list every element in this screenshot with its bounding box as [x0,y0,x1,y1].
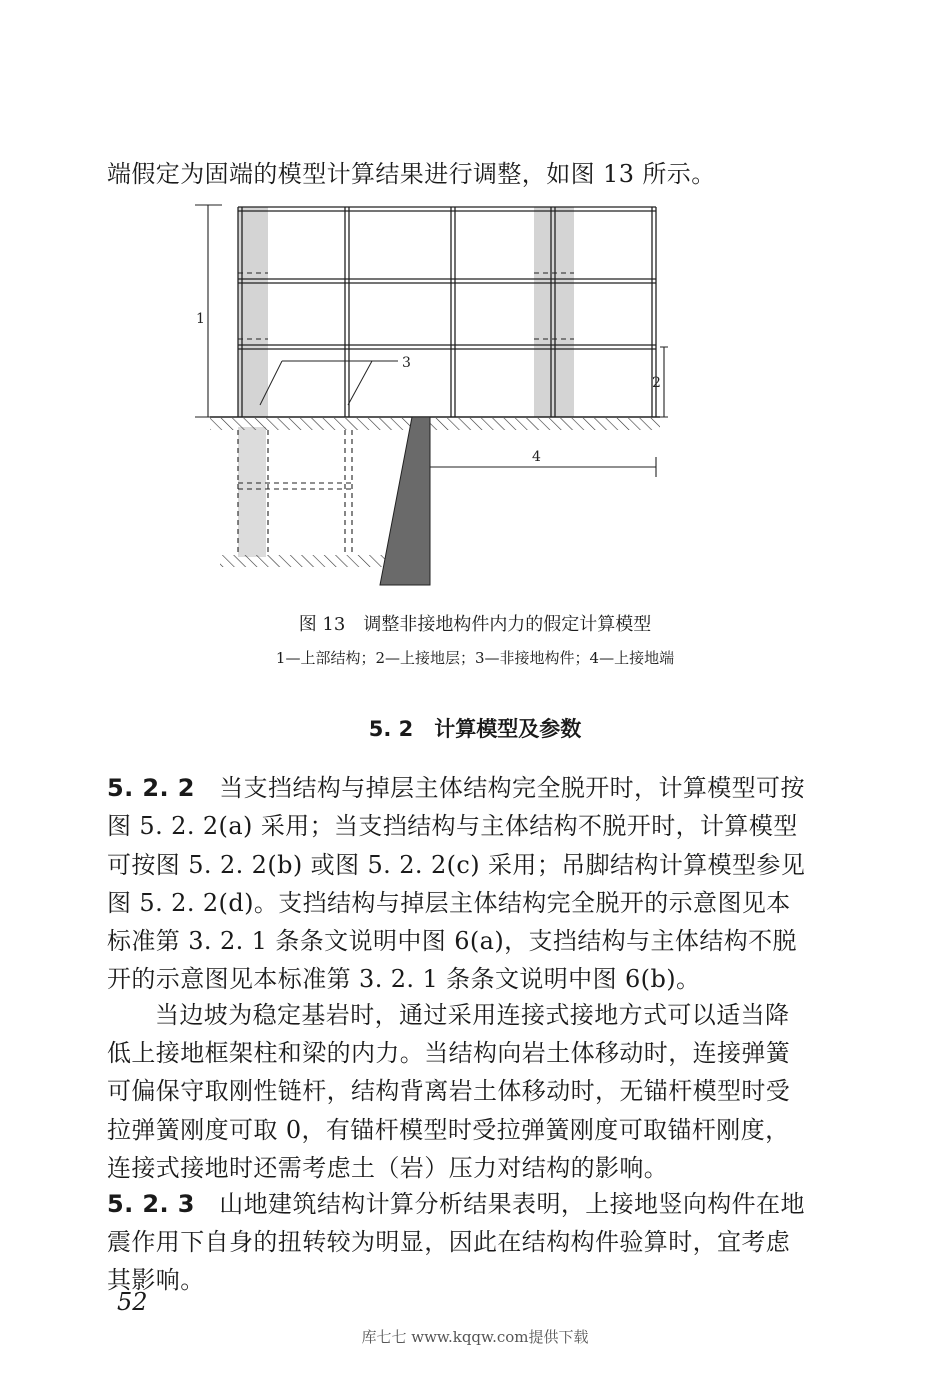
retaining-wall [380,417,430,585]
clause-text: 低上接地框架柱和梁的内力。当结构向岩土体移动时，连接弹簧 [107,1039,791,1067]
clause-line [107,1077,807,1105]
clause-line [107,927,807,955]
clause-number: 5. 2. 3 [107,1190,195,1218]
clause-line [107,1039,807,1067]
clause-line [107,851,807,879]
clause-line [107,889,807,917]
clause-text: 可偏保守取刚性链杆，结构背离岩土体移动时，无锚杆模型时受 [107,1077,791,1105]
clause-line [107,812,807,840]
clause-line [107,965,807,993]
watermark: 库七七 www.kqqw.com提供下载 [361,1328,589,1346]
clause-line [107,774,807,802]
clause-number: 5. 2. 2 [107,774,195,802]
clause-text: 其影响。 [107,1266,205,1294]
clause-text: 图 5. 2. 2(d)。支挡结构与掉层主体结构完全脱开的示意图见本 [107,889,791,917]
clause-text: 连接式接地时还需考虑土（岩）压力对结构的影响。 [107,1154,669,1182]
clause-line [107,1228,807,1256]
ground-hatch [210,418,660,430]
clause-text: 山地建筑结构计算分析结果表明，上接地竖向构件在地 [219,1190,805,1218]
clause-text: 标准第 3. 2. 1 条条文说明中图 6(a)，支挡结构与主体结构不脱 [107,927,797,955]
clause-line [107,1190,807,1218]
figure-legend: 1—上部结构；2—上接地层；3—非接地构件；4—上接地端 [275,649,675,667]
clause-line [107,1116,807,1144]
page-number: 52 [117,1288,148,1316]
label-3: 3 [402,355,411,371]
clause-line [155,1001,855,1029]
shaded-column-right [534,207,574,417]
clause-text: 图 5. 2. 2(a) 采用；当支挡结构与主体结构不脱开时，计算模型 [107,812,798,840]
figure-caption: 图 13 调整非接地构件内力的假定计算模型 [298,614,652,635]
clause-text: 当边坡为稳定基岩时，通过采用连接式接地方式可以适当降 [155,1001,790,1029]
label-4: 4 [532,449,541,465]
clause-text: 拉弹簧刚度可取 0，有锚杆模型时受拉弹簧刚度可取锚杆刚度， [107,1116,790,1144]
label-1: 1 [196,311,205,327]
clause-text: 开的示意图见本标准第 3. 2. 1 条条文说明中图 6(b)。 [107,965,701,993]
clause-text: 当支挡结构与掉层主体结构完全脱开时，计算模型可按 [219,774,805,802]
label-2: 2 [652,375,661,391]
clause-text: 可按图 5. 2. 2(b) 或图 5. 2. 2(c) 采用；吊脚结构计算模型参见 [107,851,806,879]
shaded-column-lower [238,427,266,557]
structure-model-figure [190,195,670,595]
clause-text: 震作用下自身的扭转较为明显，因此在结构构件验算时，宜考虑 [107,1228,791,1256]
clause-line [107,1266,807,1294]
clause-line [107,1154,807,1182]
section-title: 5. 2 计算模型及参数 [368,717,582,741]
intro-line: 端假定为固端的模型计算结果进行调整，如图 13 所示。 [107,160,716,188]
